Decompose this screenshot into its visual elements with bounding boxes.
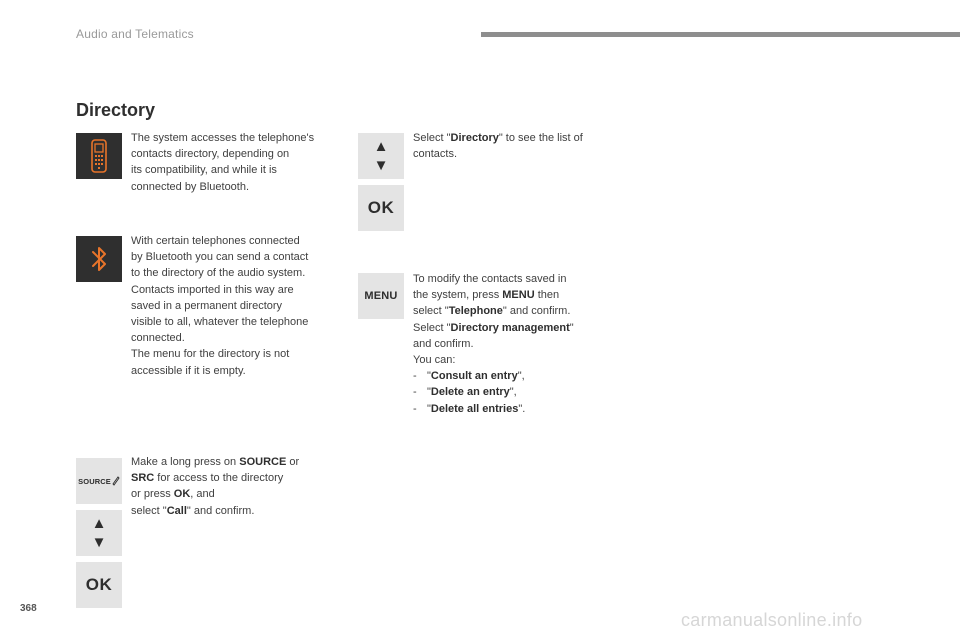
source-button[interactable]	[76, 458, 122, 504]
page-number: 368	[20, 603, 37, 614]
watermark: carmanualsonline.info	[681, 610, 863, 630]
list-item: - " Delete an entry ",	[413, 386, 517, 399]
text-line: Select "Directory" to see the list of	[413, 132, 583, 144]
ok-button-right[interactable]	[358, 185, 404, 231]
phone-icon-box	[76, 133, 122, 179]
bluetooth-icon-box	[76, 236, 122, 282]
menu-button[interactable]	[358, 273, 404, 319]
text-line: visible to all, whatever the telephone	[131, 316, 309, 329]
text-line: accessible if it is empty.	[131, 364, 246, 377]
up-down-arrows-button-left[interactable]	[76, 510, 122, 556]
left-paragraph-3	[131, 454, 346, 519]
up-arrow-icon: ▲	[91, 515, 107, 532]
text-line: connected by Bluetooth.	[131, 180, 250, 193]
text-line: select "Telephone" and confirm.	[413, 305, 571, 318]
text-line: contacts directory, depending on	[131, 148, 290, 161]
text-line: Make a long press on SOURCE or	[131, 456, 300, 468]
text-line: To modify the contacts saved in	[413, 273, 567, 285]
right-paragraph-1	[413, 130, 623, 162]
phone-icon	[88, 139, 110, 173]
down-arrow-icon: ▼	[91, 534, 107, 551]
text-line: its compatibility, and while it is	[131, 164, 277, 177]
text-line: saved in a permanent directory	[131, 299, 283, 312]
left-paragraph-1	[131, 130, 346, 195]
text-line: connected.	[131, 332, 185, 345]
section-title: Directory	[76, 100, 156, 120]
down-arrow-icon: ▼	[373, 157, 389, 174]
list-item: - " Consult an entry ",	[413, 370, 525, 383]
up-down-arrows-button-right[interactable]	[358, 133, 404, 179]
ok-label: OK	[367, 198, 395, 217]
phone-handset-icon	[112, 476, 120, 486]
text-line: and confirm.	[413, 337, 474, 350]
header-rule	[481, 32, 960, 37]
text-line: Contacts imported in this way are	[131, 283, 294, 296]
text-line: You can:	[413, 354, 456, 367]
header-title: Audio and Telematics	[76, 27, 194, 41]
up-arrow-icon: ▲	[373, 138, 389, 155]
source-label: SOURCE	[78, 476, 111, 486]
text-line: to the directory of the audio system.	[131, 267, 306, 280]
text-line: The system accesses the telephone's	[131, 132, 315, 144]
menu-label: MENU	[364, 290, 398, 302]
text-line: by Bluetooth you can send a contact	[131, 251, 309, 264]
ok-button-left[interactable]	[76, 562, 122, 608]
ok-label: OK	[85, 575, 113, 594]
text-line: Select "Directory management"	[413, 321, 574, 334]
text-line: contacts.	[413, 148, 458, 161]
text-line: select "Call" and confirm.	[131, 504, 255, 517]
left-paragraph-2	[131, 233, 346, 379]
right-paragraph-2	[413, 271, 628, 417]
bluetooth-icon	[90, 244, 108, 274]
text-line: SRC for access to the directory	[131, 472, 284, 485]
list-item: - " Delete all entries ".	[413, 402, 526, 415]
text-line: The menu for the directory is not	[131, 348, 290, 361]
text-line: or press OK, and	[131, 488, 215, 501]
text-line: With certain telephones connected	[131, 235, 300, 247]
text-line: the system, press MENU then	[413, 289, 560, 302]
